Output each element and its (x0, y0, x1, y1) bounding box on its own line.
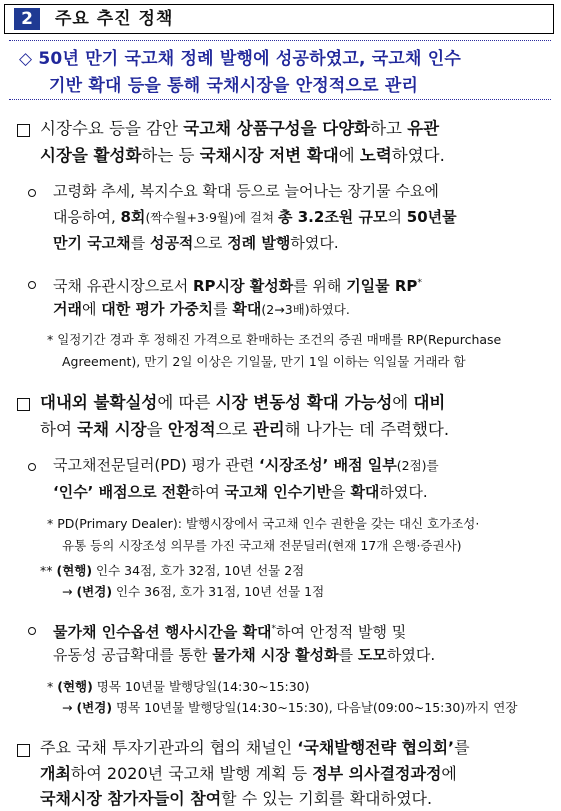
text: 도모 (357, 646, 387, 664)
s1-b1-line-3 (53, 232, 339, 254)
text: 하였다. (386, 646, 436, 664)
text: (변경) (76, 700, 113, 715)
footnote-mark: * (271, 624, 277, 634)
text: → (62, 700, 77, 715)
text: 에 (81, 300, 102, 318)
s2-line-1 (40, 392, 445, 414)
text: 을 (331, 483, 351, 501)
text: 에 (392, 393, 414, 412)
s2-line-2 (40, 419, 449, 441)
footnote-mark: * (417, 278, 422, 288)
text: 를 위해 (293, 277, 347, 295)
text: 국고채 인수기반 (224, 483, 332, 501)
square-bullet-1 (17, 124, 30, 137)
text: 에 따른 (157, 393, 216, 412)
section-number: 2 (14, 8, 40, 30)
text: (변경) (76, 584, 113, 599)
text: 하여 2020년 국고채 발행 계획 등 (70, 764, 313, 783)
text: 시장수요 등을 감안 (40, 119, 184, 138)
text: 만기 국고채 (53, 234, 131, 252)
text: 하였다. (290, 234, 339, 252)
text: 인수 36점, 호가 31점, 10년 선물 1점 (112, 584, 325, 599)
text: 국채 유관시장으로서 (53, 277, 193, 295)
circle-bullet (28, 463, 36, 471)
section-title: 주요 추진 정책 (55, 9, 174, 29)
text: (2→3배)하였다. (261, 302, 350, 317)
summary-line-1: ◇ 50년 만기 국고채 정례 발행에 성공하였고, 국고채 인수 (19, 49, 461, 69)
text: (짝수월+3·9월)에 걸쳐 (145, 210, 279, 225)
square-bullet-2 (17, 398, 30, 411)
text: 총 3.2조원 규모 (278, 208, 388, 226)
text: 인수 34점, 호가 32점, 10년 선물 2점 (92, 563, 305, 578)
text: 할 수 있는 기회를 확대하였다. (221, 789, 433, 808)
text: 하였다. (391, 146, 445, 165)
text: 유동성 공급확대를 통한 (53, 646, 213, 664)
text: 하는 등 (141, 146, 200, 165)
text: 확대 (232, 300, 262, 318)
s3-line-1 (40, 737, 470, 759)
text: 대한 평가 가중치 (101, 300, 214, 318)
text: * (47, 679, 58, 694)
text: 국채시장 참가자들이 참여 (40, 789, 222, 808)
text: 기일물 RP (346, 277, 418, 295)
text: 하여 안정적 발행 및 (276, 623, 407, 641)
text: 하여 (190, 483, 225, 501)
text: ‘국채발행전략 협의회’ (297, 738, 455, 757)
s2-b2-line-1 (53, 618, 406, 643)
text: 하였다. (379, 483, 428, 501)
s2-note3-line-1 (47, 678, 310, 696)
s2-note2-line-1 (40, 562, 304, 580)
text: RP시장 활성화 (192, 277, 294, 295)
s2-note3-line-2 (62, 699, 517, 717)
text: 50년물 (406, 208, 457, 226)
text: 주요 국채 투자기관과의 협의 채널인 (40, 738, 298, 757)
text: 관리 (252, 420, 285, 439)
s1-note-line-2: Agreement), 만기 2일 이상은 기일물, 만기 1일 이하는 익일물 거래라 함 (62, 354, 466, 369)
text: 해 나가는 데 주력했다. (284, 420, 450, 439)
circle-bullet (28, 627, 36, 635)
s1-line-1 (40, 118, 439, 140)
text: 개최 (40, 764, 71, 783)
circle-bullet (28, 281, 36, 289)
text: 대비 (413, 393, 446, 412)
text: 국고채 상품구성을 다양화 (183, 119, 371, 138)
text: 물가채 시장 활성화 (212, 646, 339, 664)
s2-note2-line-2 (62, 583, 324, 601)
s1-note-line-1: * 일정기간 경과 후 정해진 가격으로 환매하는 조건의 증권 매매를 RP(Repurchase (47, 332, 502, 347)
text: 를 (213, 300, 233, 318)
text: 에 (338, 146, 360, 165)
text: 하여 (40, 420, 78, 439)
s1-b2-line-1 (53, 272, 422, 297)
s1-b1-line-1: 고령화 추세, 복지수요 확대 등으로 늘어나는 장기물 수요에 (53, 182, 439, 200)
s2-b2-line-2 (53, 644, 435, 666)
text: 성공적 (149, 234, 194, 252)
text: 명목 10년물 발행당일(14:30~15:30) (92, 679, 310, 694)
text: ‘시장조성’ 배점 일부 (259, 456, 397, 474)
circle-bullet (28, 189, 36, 197)
text: 를 (130, 234, 150, 252)
text: 을 (146, 420, 168, 439)
s3-line-3 (40, 788, 432, 810)
text: 대응하여, (53, 208, 121, 226)
s2-b1-line-1 (53, 454, 439, 477)
s3-line-2 (40, 763, 457, 785)
text: 하고 (370, 119, 408, 138)
text: ** (40, 563, 57, 578)
text: 안정적 (167, 420, 216, 439)
text: 8회 (120, 208, 146, 226)
s1-b2-line-2 (53, 298, 350, 321)
text: 대내외 불확실성 (40, 393, 158, 412)
text: 거래 (53, 300, 82, 318)
s2-note1-line-2: 유통 등의 시장조성 의무를 가진 국고채 전문딜러(현재 17개 은행·증권사) (62, 538, 462, 553)
text: 의 (387, 208, 407, 226)
text: 국채시장 저변 확대 (199, 146, 339, 165)
text: 정례 발행 (227, 234, 291, 252)
s2-note1-line-1: * PD(Primary Dealer): 발행시장에서 국고채 인수 권한을 갖는 대신 호가조성· (47, 516, 480, 531)
square-bullet-3 (17, 744, 30, 757)
text: 에 (441, 764, 457, 783)
s2-b1-line-2 (53, 481, 428, 503)
text: ‘인수’ 배점으로 전환 (53, 483, 191, 501)
text: (현행) (57, 679, 93, 694)
summary-box (9, 40, 551, 100)
text: 국고채전문딜러(PD) 평가 관련 (53, 456, 259, 474)
text: 확대 (350, 483, 380, 501)
text: 를 (454, 738, 470, 757)
text: 시장을 활성화 (40, 146, 142, 165)
text: 으로 (193, 234, 228, 252)
text: 노력 (359, 146, 392, 165)
s1-b1-line-2 (53, 206, 457, 229)
text: (2점)를 (396, 458, 439, 473)
text: 유관 (407, 119, 440, 138)
summary-line-2: 기반 확대 등을 통해 국채시장을 안정적으로 관리 (49, 76, 419, 96)
text: → (62, 584, 77, 599)
text: 정부 의사결정과정 (312, 764, 442, 783)
text: 국채 시장 (77, 420, 147, 439)
text: 물가채 인수옵션 행사시간을 확대 (53, 623, 272, 641)
text: 를 (338, 646, 358, 664)
section-header (4, 4, 554, 34)
text: (현행) (56, 563, 93, 578)
s1-line-2 (40, 145, 445, 167)
text: 시장 변동성 확대 가능성 (215, 393, 393, 412)
text: 명목 10년물 발행당일(14:30~15:30), 다음날(09:00~15:30)까지 연장 (112, 700, 518, 715)
text: 으로 (215, 420, 253, 439)
